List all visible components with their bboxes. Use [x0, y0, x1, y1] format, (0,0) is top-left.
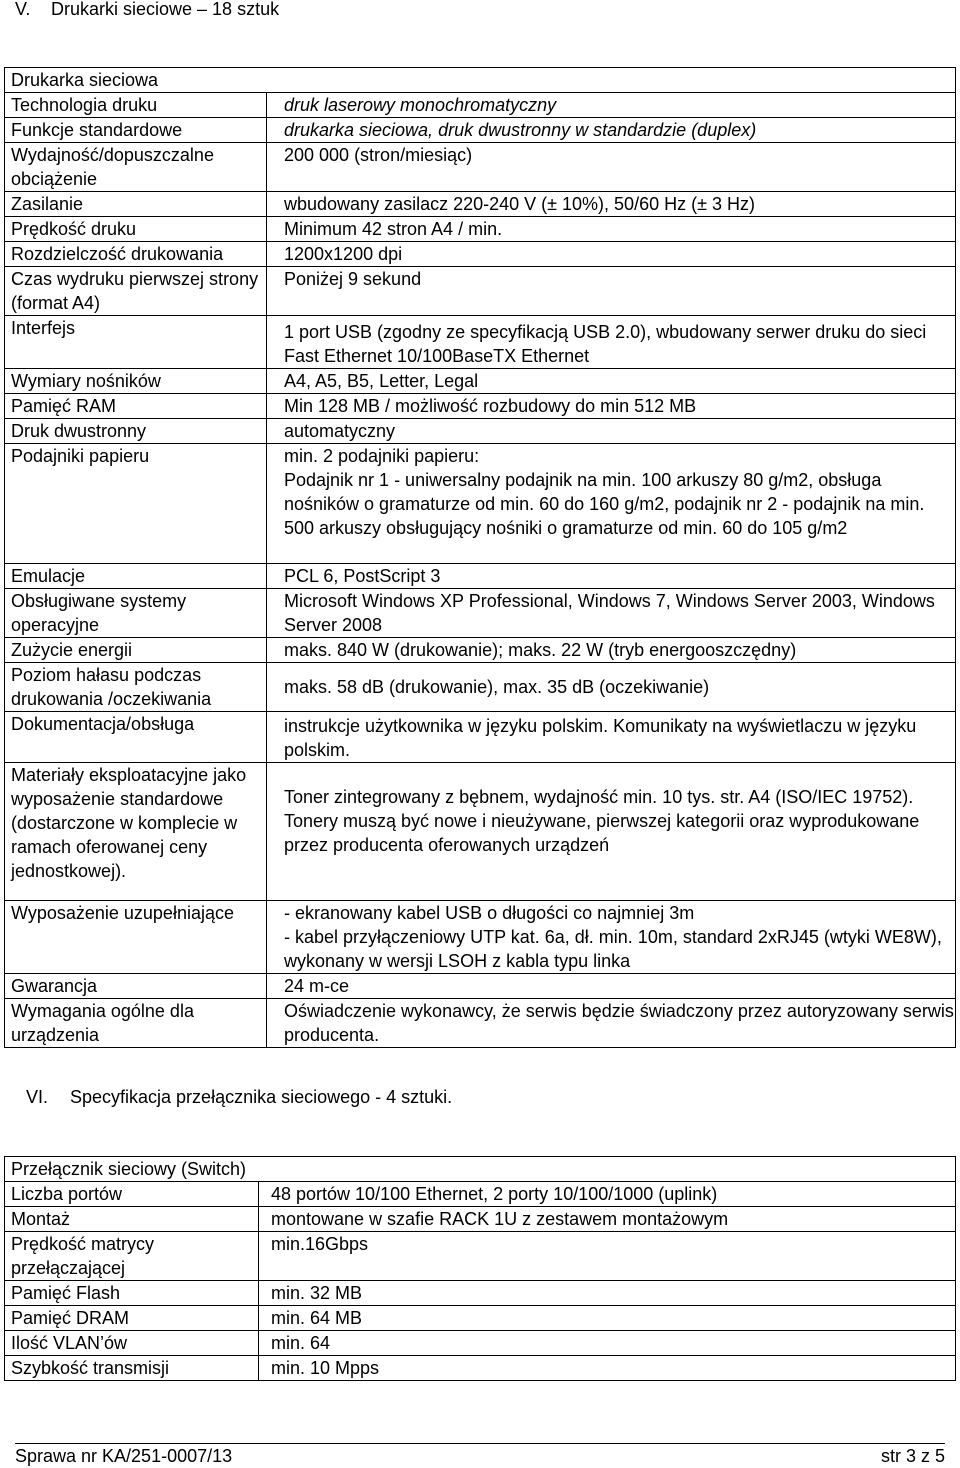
- spec-label: Czas wydruku pierwszej strony (format A4): [5, 267, 267, 316]
- spec-value: min. 2 podajniki papieru: Podajnik nr 1 - uniwersalny podajnik na min. 100 arkuszy 80 g/m2, obsługa nośników o gramaturze od min. 60 do 160 g/m2, podajnik nr 2 - podajnik na min. 500 arkuszy obsługujący nośniki o gramaturze od min. 60 do 105 g/m2: [267, 444, 956, 564]
- spec-value: min. 64 MB: [259, 1306, 956, 1331]
- spec-value: Microsoft Windows XP Professional, Windows 7, Windows Server 2003, Windows Server 2008: [267, 589, 956, 638]
- section-number: V.: [15, 0, 31, 19]
- spec-value: automatyczny: [267, 419, 956, 444]
- spec-label: Wymiary nośników: [5, 369, 267, 394]
- spec-value: Min 128 MB / możliwość rozbudowy do min 512 MB: [267, 394, 956, 419]
- table-title: Drukarka sieciowa: [5, 68, 956, 93]
- spec-value: montowane w szafie RACK 1U z zestawem montażowym: [259, 1207, 956, 1232]
- spec-label: Podajniki papieru: [5, 444, 267, 564]
- spec-value: min. 32 MB: [259, 1281, 956, 1306]
- section-title: Specyfikacja przełącznika sieciowego - 4 sztuki.: [70, 1087, 453, 1107]
- spec-value: druk laserowy monochromatyczny: [267, 93, 956, 118]
- spec-value: min. 64: [259, 1331, 956, 1356]
- spec-label: Wymagania ogólne dla urządzenia: [5, 999, 267, 1048]
- spec-value: instrukcje użytkownika w języku polskim. Komunikaty na wyświetlaczu w języku polskim.: [267, 712, 956, 763]
- spec-value: PCL 6, PostScript 3: [267, 564, 956, 589]
- spec-value: 24 m-ce: [267, 974, 956, 999]
- printer-spec-table: [4, 67, 956, 1048]
- spec-value: 1200x1200 dpi: [267, 242, 956, 267]
- spec-label: Prędkość druku: [5, 217, 267, 242]
- section-number: VI.: [26, 1087, 49, 1107]
- spec-label: Pamięć Flash: [5, 1281, 259, 1306]
- section-heading-v: [15, 0, 279, 21]
- spec-label: Zużycie energii: [5, 638, 267, 663]
- spec-label: Szybkość transmisji: [5, 1356, 259, 1381]
- spec-label: Wydajność/dopuszczalne obciążenie: [5, 143, 267, 192]
- spec-label: Zasilanie: [5, 192, 267, 217]
- table-title: Przełącznik sieciowy (Switch): [5, 1157, 956, 1182]
- spec-value: maks. 840 W (drukowanie); maks. 22 W (tryb energooszczędny): [267, 638, 956, 663]
- spec-label: Druk dwustronny: [5, 419, 267, 444]
- spec-value: Oświadczenie wykonawcy, że serwis będzie świadczony przez autoryzowany serwis producenta.: [267, 999, 956, 1048]
- spec-label: Pamięć DRAM: [5, 1306, 259, 1331]
- spec-label: Dokumentacja/obsługa: [5, 712, 267, 763]
- spec-label: Montaż: [5, 1207, 259, 1232]
- section-heading-vi: [26, 1085, 452, 1109]
- spec-label: Liczba portów: [5, 1182, 259, 1207]
- page-footer: [15, 1443, 945, 1466]
- spec-value: wbudowany zasilacz 220-240 V (± 10%), 50/60 Hz (± 3 Hz): [267, 192, 956, 217]
- spec-label: Technologia druku: [5, 93, 267, 118]
- spec-label: Materiały eksploatacyjne jako wyposażenie standardowe (dostarczone w komplecie w ramach oferowanej ceny jednostkowej).: [5, 763, 267, 901]
- spec-value: 1 port USB (zgodny ze specyfikacją USB 2.0), wbudowany serwer druku do sieci Fast Ethernet 10/100BaseTX Ethernet: [267, 316, 956, 369]
- spec-label: Ilość VLAN’ów: [5, 1331, 259, 1356]
- spec-value: min. 10 Mpps: [259, 1356, 956, 1381]
- section-title: Drukarki sieciowe – 18 sztuk: [51, 0, 280, 19]
- spec-value: Toner zintegrowany z bębnem, wydajność min. 10 tys. str. A4 (ISO/IEC 19752). Tonery muszą być nowe i nieużywane, pierwszej kategorii oraz wyprodukowane przez producenta oferowanych urządzeń: [267, 763, 956, 901]
- spec-value: 48 portów 10/100 Ethernet, 2 porty 10/100/1000 (uplink): [259, 1182, 956, 1207]
- spec-label: Gwarancja: [5, 974, 267, 999]
- spec-label: Prędkość matrycy przełączającej: [5, 1232, 259, 1281]
- spec-label: Rozdzielczość drukowania: [5, 242, 267, 267]
- spec-label: Poziom hałasu podczas drukowania /oczekiwania: [5, 663, 267, 712]
- spec-value: drukarka sieciowa, druk dwustronny w standardzie (duplex): [267, 118, 956, 143]
- spec-label: Emulacje: [5, 564, 267, 589]
- spec-label: Obsługiwane systemy operacyjne: [5, 589, 267, 638]
- spec-value: - ekranowany kabel USB o długości co najmniej 3m - kabel przyłączeniowy UTP kat. 6a, dł. min. 10m, standard 2xRJ45 (wtyki WE8W), wykonany w wersji LSOH z kabla typu linka: [267, 901, 956, 974]
- spec-value: Minimum 42 stron A4 / min.: [267, 217, 956, 242]
- spec-value: Poniżej 9 sekund: [267, 267, 956, 316]
- case-number: Sprawa nr KA/251-0007/13: [15, 1446, 233, 1466]
- spec-value: 200 000 (stron/miesiąc): [267, 143, 956, 192]
- spec-label: Interfejs: [5, 316, 267, 369]
- spec-label: Pamięć RAM: [5, 394, 267, 419]
- spec-label: Wyposażenie uzupełniające: [5, 901, 267, 974]
- spec-value: min.16Gbps: [259, 1232, 956, 1281]
- page-number: str 3 z 5: [880, 1446, 945, 1466]
- spec-label: Funkcje standardowe: [5, 118, 267, 143]
- spec-value: A4, A5, B5, Letter, Legal: [267, 369, 956, 394]
- spec-value: maks. 58 dB (drukowanie), max. 35 dB (oczekiwanie): [267, 663, 956, 712]
- switch-spec-table: [4, 1156, 956, 1381]
